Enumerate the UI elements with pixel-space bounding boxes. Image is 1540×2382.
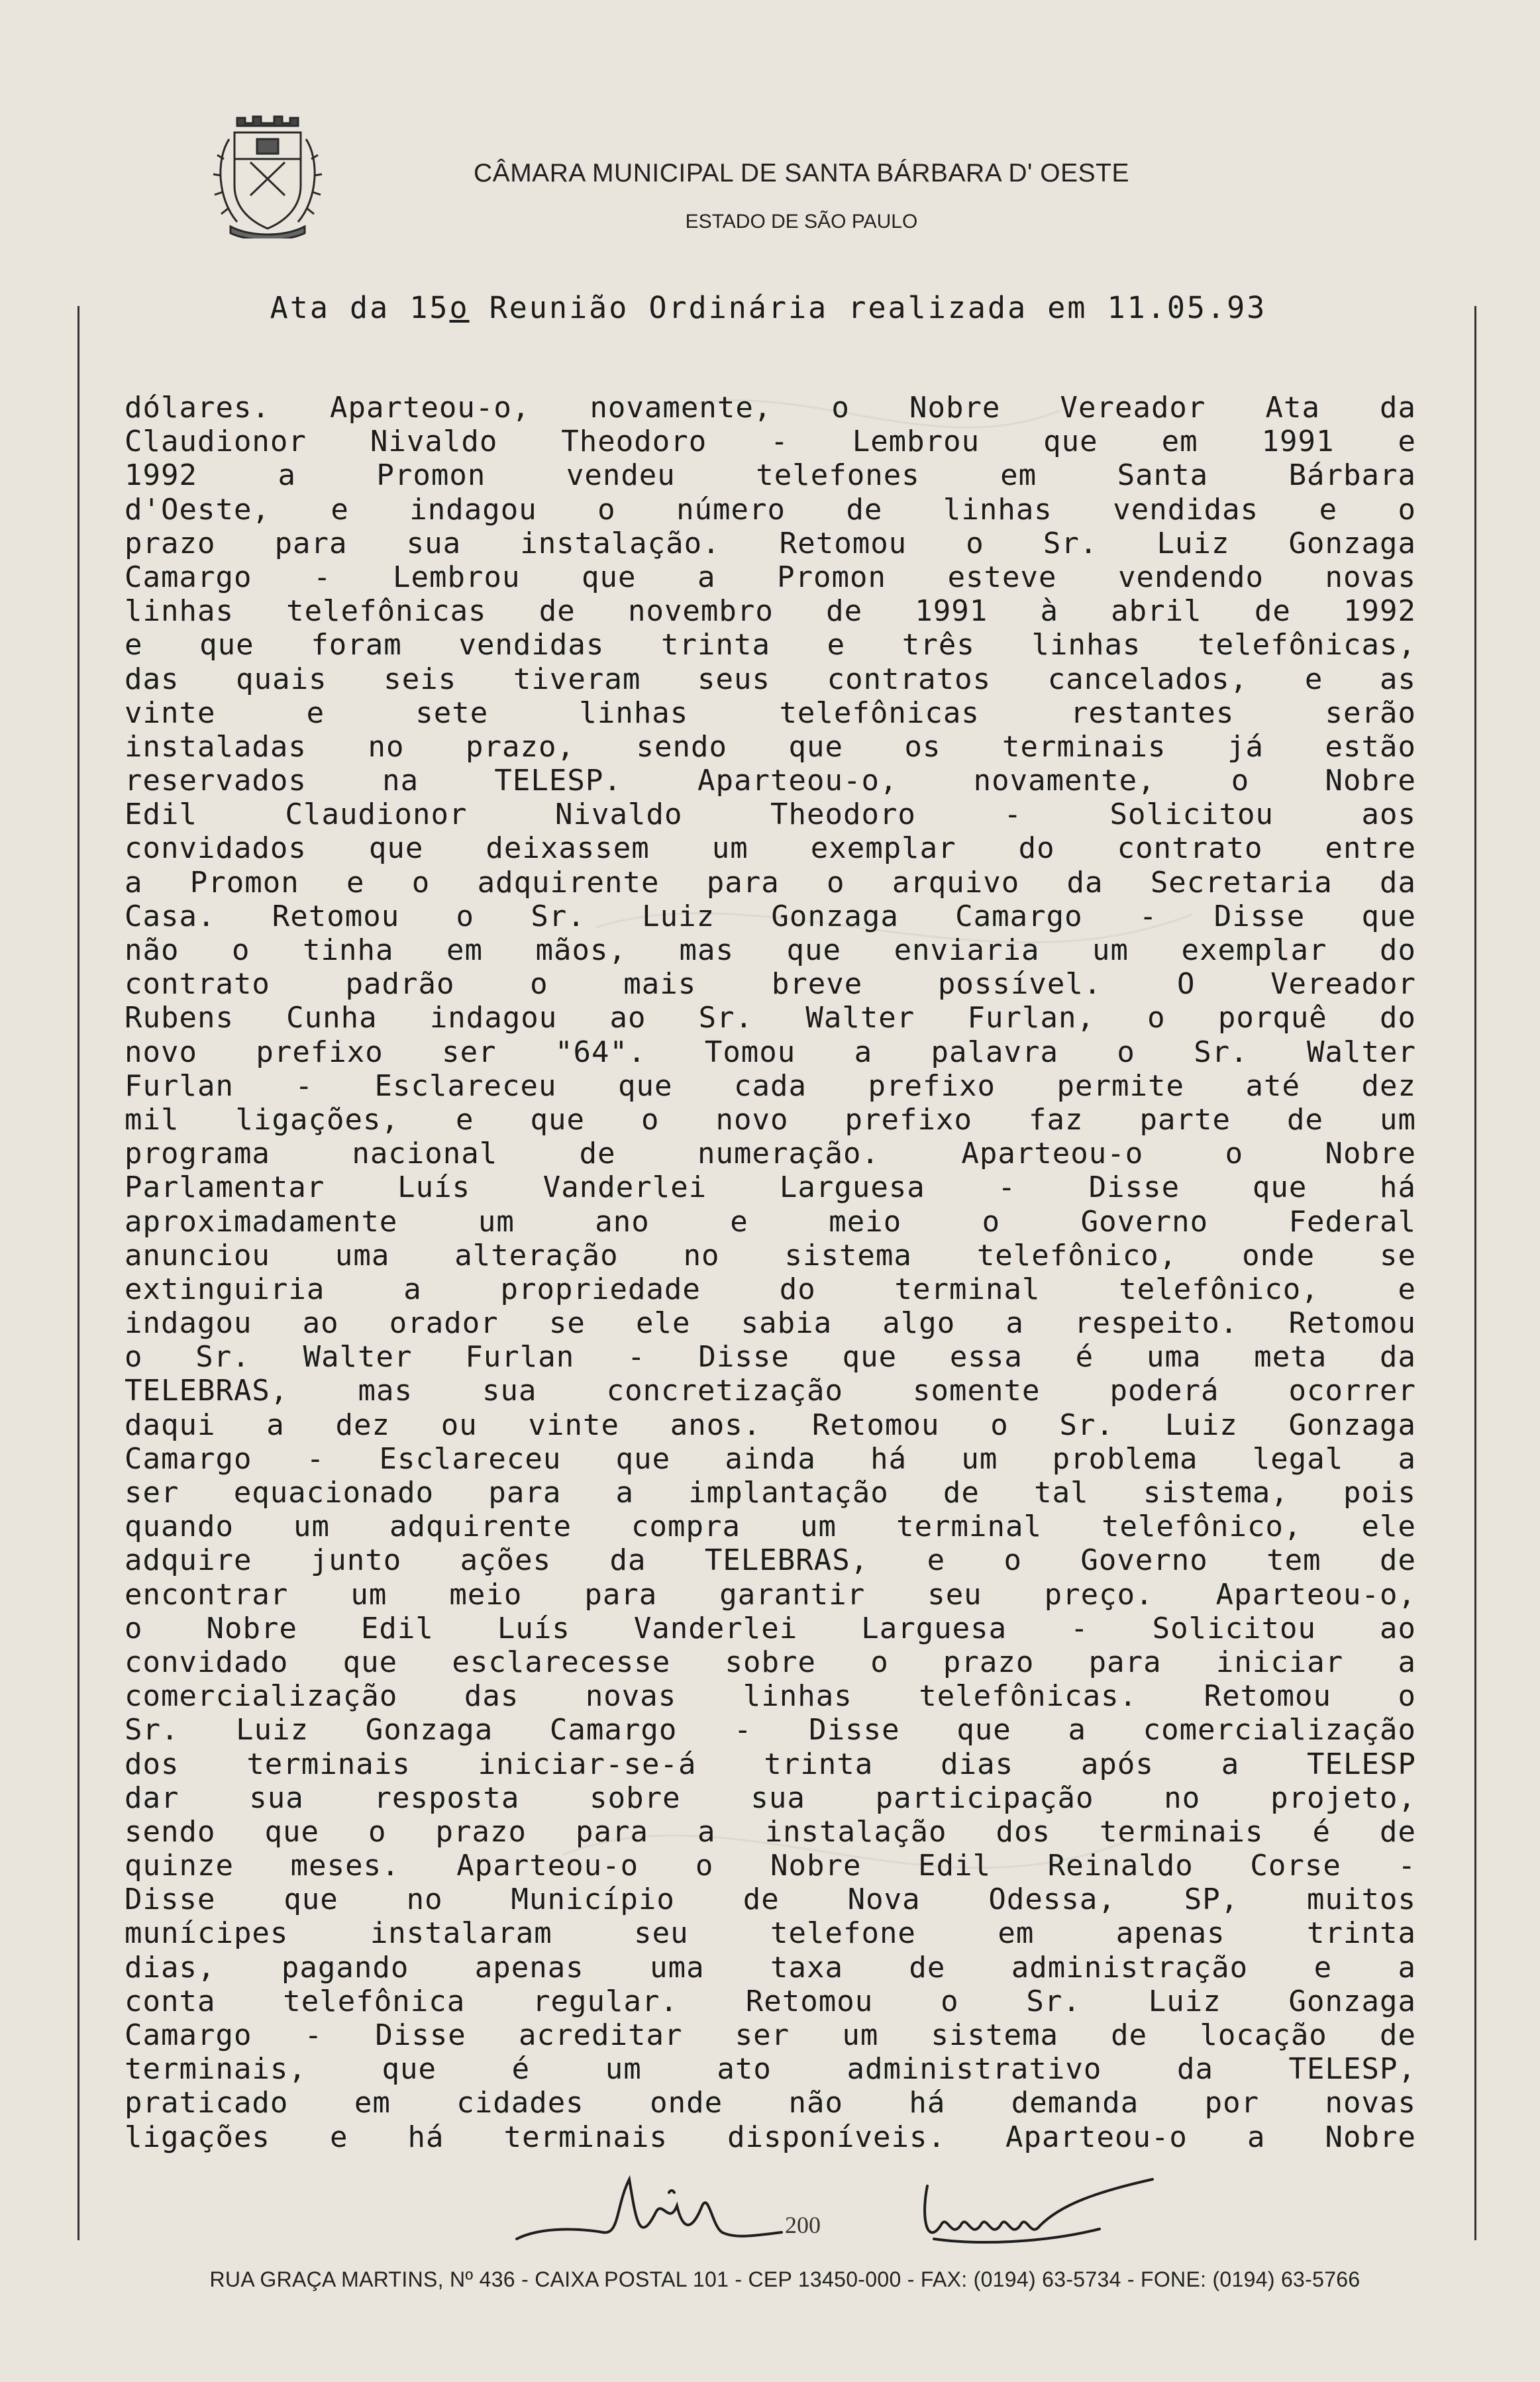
body-line: comercialização das novas linhas telefônicas. Retomou o: [125, 1679, 1416, 1714]
body-line: reservados na TELESP. Aparteou-o, novamente, o Nobre: [125, 764, 1416, 798]
body-line: novo prefixo ser "64". Tomou a palavra o Sr. Walter: [125, 1035, 1416, 1069]
body-line: Camargo - Disse acreditar ser um sistema de locação de: [125, 2018, 1416, 2052]
body-line: ser equacionado para a implantação de tal sistema, pois: [125, 1476, 1416, 1510]
body-line: encontrar um meio para garantir seu preço. Aparteou-o,: [125, 1577, 1416, 1612]
page-number: 200: [785, 2212, 821, 2238]
body-line: contrato padrão o mais breve possível. O Vereador: [125, 967, 1416, 1002]
body-line: praticado em cidades onde não há demanda por novas: [125, 2086, 1416, 2120]
body-line: o Sr. Walter Furlan - Disse que essa é uma meta da: [125, 1340, 1416, 1374]
body-line: convidado que esclarecesse sobre o prazo para iniciar a: [125, 1645, 1416, 1679]
body-line: aproximadamente um ano e meio o Governo Federal: [125, 1204, 1416, 1239]
body-line: 1992 a Promon vendeu telefones em Santa Bárbara: [125, 458, 1416, 493]
right-margin-line: [1474, 306, 1476, 2240]
body-line: TELEBRAS, mas sua concretização somente poderá ocorrer: [125, 1374, 1416, 1408]
body-line: extinguiria a propriedade do terminal telefônico, e: [125, 1272, 1416, 1306]
body-line: mil ligações, e que o novo prefixo faz parte de um: [125, 1102, 1416, 1137]
body-line: sendo que o prazo para a instalação dos terminais é de: [125, 1814, 1416, 1849]
body-line: ligações e há terminais disponíveis. Aparteou-o a Nobre: [125, 2120, 1416, 2154]
body-line: programa nacional de numeração. Aparteou-o o Nobre: [125, 1137, 1416, 1171]
body-line: quando um adquirente compra um terminal telefônico, ele: [125, 1510, 1416, 1544]
body-line: terminais, que é um ato administrativo da TELESP,: [125, 2052, 1416, 2087]
body-line: dólares. Aparteou-o, novamente, o Nobre Vereador Ata da: [125, 391, 1416, 425]
body-line: dos terminais iniciar-se-á trinta dias após a TELESP: [125, 1747, 1416, 1781]
body-line: Camargo - Esclareceu que ainda há um problema legal a: [125, 1441, 1416, 1476]
body-line: Sr. Luiz Gonzaga Camargo - Disse que a comercialização: [125, 1713, 1416, 1747]
body-line: daqui a dez ou vinte anos. Retomou o Sr. Luiz Gonzaga: [125, 1408, 1416, 1442]
left-margin-line: [77, 306, 79, 2240]
minutes-body: [125, 391, 1416, 2154]
title-ordinal: o: [449, 290, 470, 325]
body-line: Disse que no Município de Nova Odessa, SP, muitos: [125, 1883, 1416, 1917]
body-line: das quais seis tiveram seus contratos cancelados, e as: [125, 662, 1416, 696]
body-line: d'Oeste, e indagou o número de linhas vendidas e o: [125, 492, 1416, 527]
body-line: Parlamentar Luís Vanderlei Larguesa - Disse que há: [125, 1170, 1416, 1205]
body-line: dias, pagando apenas uma taxa de administração e a: [125, 1950, 1416, 1985]
body-line: Rubens Cunha indagou ao Sr. Walter Furlan, o porquê do: [125, 1001, 1416, 1035]
body-line: indagou ao orador se ele sabia algo a respeito. Retomou: [125, 1306, 1416, 1341]
state-name: ESTADO DE SÃO PAULO: [685, 211, 918, 233]
body-line: Claudionor Nivaldo Theodoro - Lembrou que em 1991 e: [125, 425, 1416, 459]
body-line: não o tinha em mãos, mas que enviaria um exemplar do: [125, 933, 1416, 967]
body-line: a Promon e o adquirente para o arquivo da Secretaria da: [125, 865, 1416, 900]
body-line: Camargo - Lembrou que a Promon esteve vendendo novas: [125, 560, 1416, 594]
body-line: adquire junto ações da TELEBRAS, e o Governo tem de: [125, 1543, 1416, 1578]
footer-address: RUA GRAÇA MARTINS, Nº 436 - CAIXA POSTAL 101 - CEP 13450-000 - FAX: (0194) 63-5734 - FONE: (0194) 63-5766: [209, 2267, 1360, 2291]
coat-of-arms-icon: [211, 113, 325, 238]
title-prefix: Ata da 15: [270, 290, 450, 325]
body-line: linhas telefônicas de novembro de 1991 à abril de 1992: [125, 594, 1416, 629]
body-line: convidados que deixassem um exemplar do contrato entre: [125, 831, 1416, 866]
body-line: quinze meses. Aparteou-o o Nobre Edil Reinaldo Corse -: [125, 1849, 1416, 1883]
document-title: [119, 290, 1417, 325]
body-line: anunciou uma alteração no sistema telefônico, onde se: [125, 1238, 1416, 1272]
body-line: o Nobre Edil Luís Vanderlei Larguesa - Solicitou ao: [125, 1611, 1416, 1645]
body-line: instaladas no prazo, sendo que os terminais já estão: [125, 729, 1416, 764]
body-line: Edil Claudionor Nivaldo Theodoro - Solicitou aos: [125, 798, 1416, 832]
body-line: munícipes instalaram seu telefone em apenas trinta: [125, 1916, 1416, 1951]
body-line: Casa. Retomou o Sr. Luiz Gonzaga Camargo - Disse que: [125, 899, 1416, 933]
body-line: conta telefônica regular. Retomou o Sr. Luiz Gonzaga: [125, 1984, 1416, 2018]
body-line: dar sua resposta sobre sua participação no projeto,: [125, 1781, 1416, 1815]
body-line: vinte e sete linhas telefônicas restantes serão: [125, 696, 1416, 730]
body-line: prazo para sua instalação. Retomou o Sr. Luiz Gonzaga: [125, 526, 1416, 560]
body-line: e que foram vendidas trinta e três linhas telefônicas,: [125, 628, 1416, 662]
signatures: [503, 2166, 1219, 2259]
organization-name: CÂMARA MUNICIPAL DE SANTA BÁRBARA D' OESTE: [474, 159, 1129, 187]
title-suffix: Reunião Ordinária realizada em 11.05.93: [469, 290, 1267, 325]
body-line: Furlan - Esclareceu que cada prefixo permite até dez: [125, 1068, 1416, 1103]
